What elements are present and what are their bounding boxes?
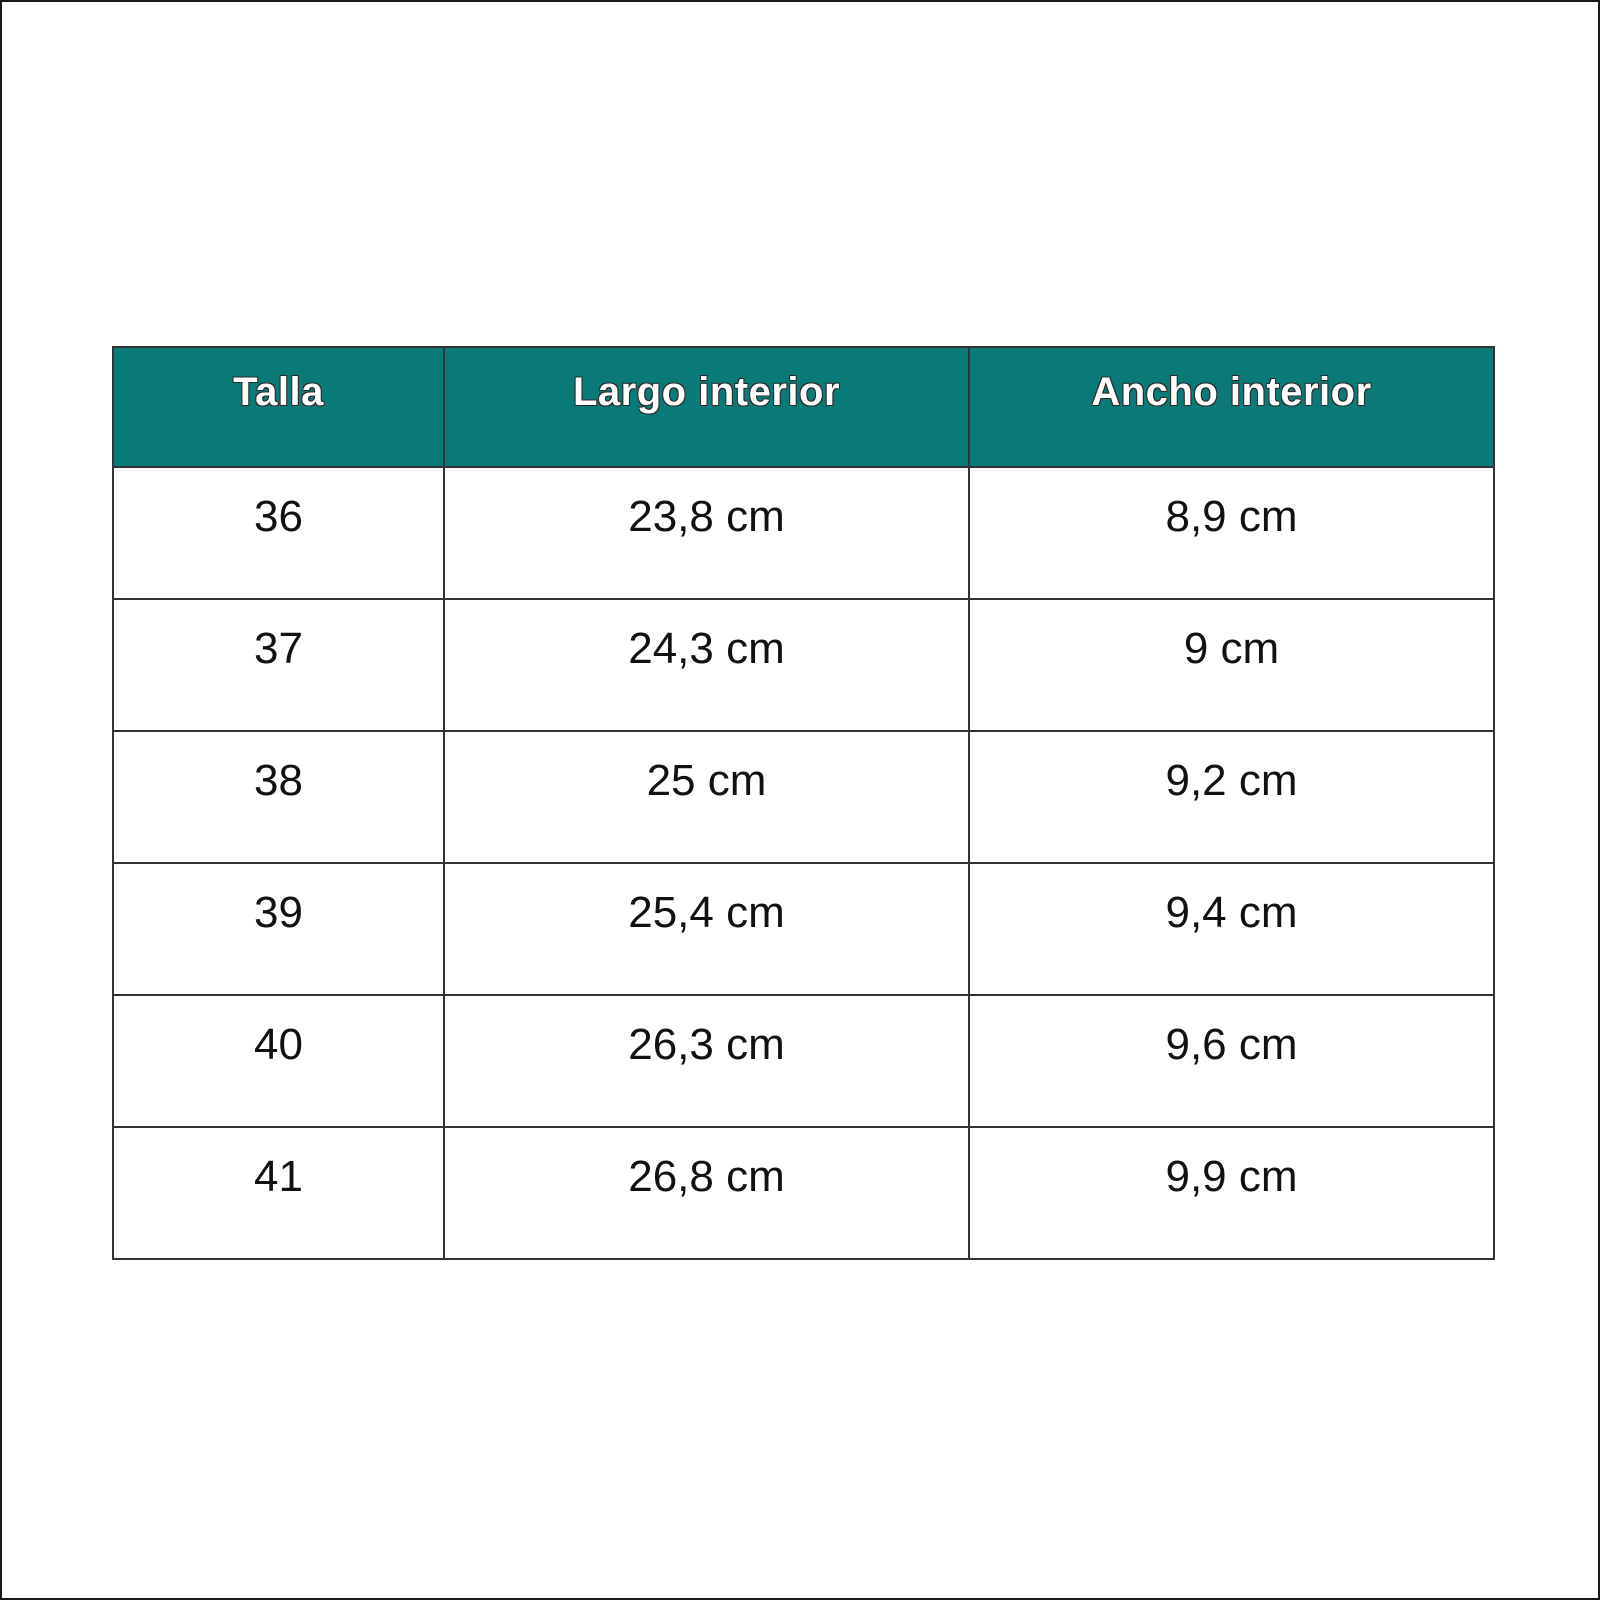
cell-largo: 23,8 cm: [444, 467, 969, 599]
cell-largo: 25 cm: [444, 731, 969, 863]
cell-talla: 41: [113, 1127, 444, 1259]
cell-talla: 36: [113, 467, 444, 599]
cell-largo: 26,3 cm: [444, 995, 969, 1127]
table-row: [113, 467, 1494, 599]
table-header-row: [113, 347, 1494, 467]
table-row: [113, 995, 1494, 1127]
cell-largo: 26,8 cm: [444, 1127, 969, 1259]
cell-talla: 39: [113, 863, 444, 995]
table-row: [113, 731, 1494, 863]
cell-talla: 40: [113, 995, 444, 1127]
cell-ancho: 9 cm: [969, 599, 1494, 731]
table-row: [113, 599, 1494, 731]
table-row: [113, 1127, 1494, 1259]
size-chart-table: [112, 346, 1495, 1260]
header-talla: Talla: [113, 347, 444, 467]
cell-talla: 38: [113, 731, 444, 863]
cell-ancho: 9,2 cm: [969, 731, 1494, 863]
table-row: [113, 863, 1494, 995]
header-ancho-interior: Ancho interior: [969, 347, 1494, 467]
cell-ancho: 8,9 cm: [969, 467, 1494, 599]
cell-talla: 37: [113, 599, 444, 731]
cell-ancho: 9,6 cm: [969, 995, 1494, 1127]
header-largo-interior: Largo interior: [444, 347, 969, 467]
cell-largo: 25,4 cm: [444, 863, 969, 995]
cell-ancho: 9,9 cm: [969, 1127, 1494, 1259]
cell-ancho: 9,4 cm: [969, 863, 1494, 995]
cell-largo: 24,3 cm: [444, 599, 969, 731]
